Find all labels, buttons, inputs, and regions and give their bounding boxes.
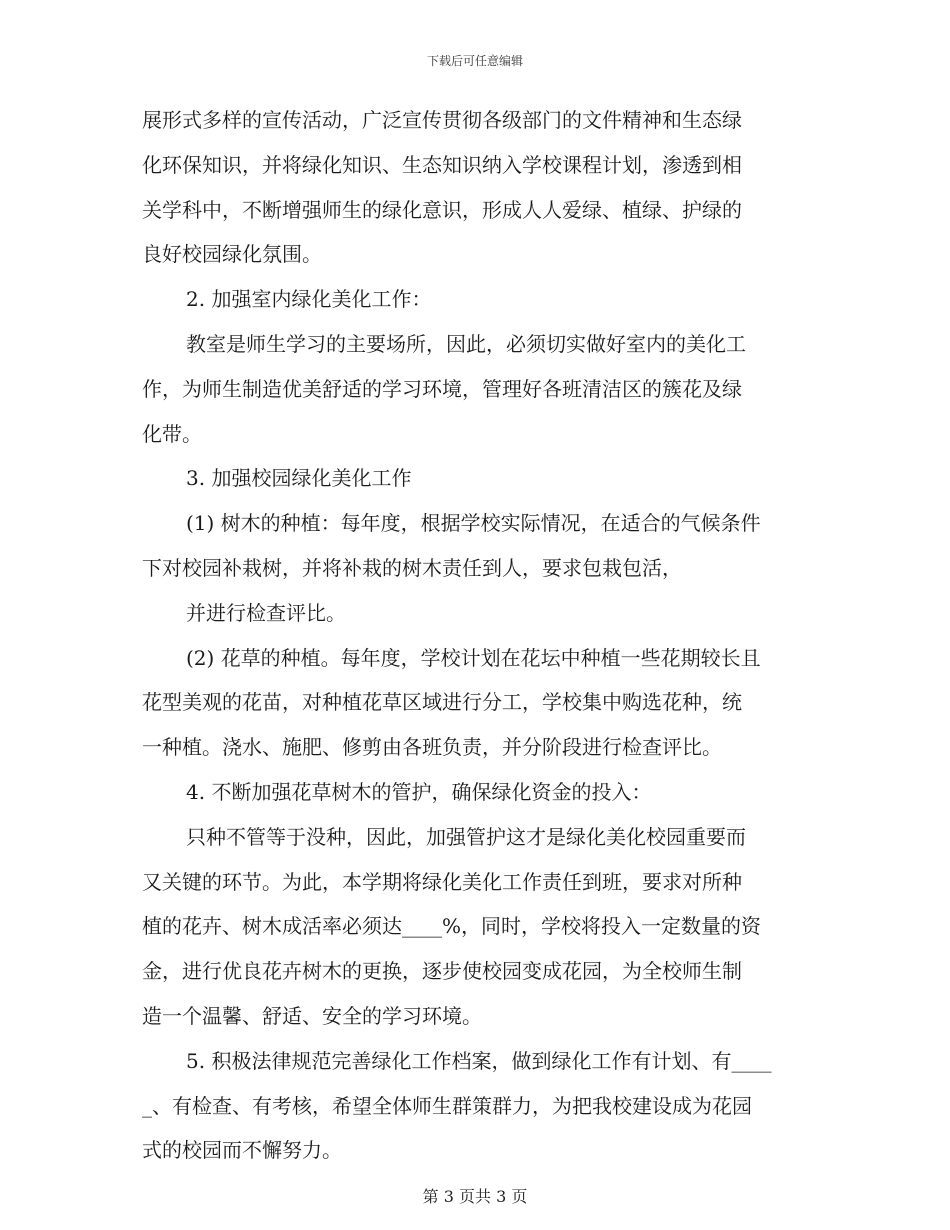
text-line: 植的花卉、树木成活率必须达____%，同时，学校将投入一定数量的资 (142, 914, 762, 939)
text-line: 化带。 (142, 421, 202, 446)
text-line: 化环保知识，并将绿化知识、生态知识纳入学校课程计划，渗透到相 (142, 152, 742, 177)
text-line: 关学科中，不断增强师生的绿化意识，形成人人爱绿、植绿、护绿的 (142, 197, 742, 222)
text-line: 花型美观的花苗，对种植花草区域进行分工，学校集中购选花种，统 (142, 690, 742, 715)
text-line: 只种不管等于没种，因此，加强管护这才是绿化美化校园重要而 (186, 824, 746, 849)
text-line: 并进行检查评比。 (186, 600, 346, 625)
text-line: (2) 花草的种植。每年度，学校计划在花坛中种植一些花期较长且 (186, 645, 761, 670)
text-line: 展形式多样的宣传活动，广泛宣传贯彻各级部门的文件精神和生态绿 (142, 108, 742, 132)
text-line: 又关键的环节。为此，本学期将绿化美化工作责任到班，要求对所种 (142, 869, 742, 894)
text-line: 下对校园补栽树，并将补栽的树木责任到人，要求包栽包活， (142, 555, 682, 580)
text-line: 金，进行优良花卉树木的更换，逐步使校园变成花园，为全校师生制 (142, 959, 742, 984)
text-line: 一种植。浇水、施肥、修剪由各班负责，并分阶段进行检查评比。 (142, 735, 722, 760)
text-line: 教室是师生学习的主要场所，因此，必须切实做好室内的美化工 (186, 331, 746, 356)
text-line: _、有检查、有考核，希望全体师生群策群力，为把我校建设成为花园 (142, 1093, 752, 1118)
text-line: 5. 积极法律规范完善绿化工作档案，做到绿化工作有计划、有____ (186, 1048, 772, 1073)
text-line: 2. 加强室内绿化美化工作： (186, 287, 432, 312)
page-header: 下载后可任意编辑 (426, 54, 523, 68)
text-line: 4. 不断加强花草树木的管护，确保绿化资金的投入： (186, 779, 652, 804)
text-line: 良好校园绿化氛围。 (142, 242, 322, 267)
text-line: 3. 加强校园绿化美化工作 (186, 466, 412, 491)
text-line: (1) 树木的种植：每年度，根据学校实际情况，在适合的气候条件 (186, 511, 761, 536)
document-body (142, 98, 807, 1173)
text-line: 式的校园而不懈努力。 (142, 1138, 342, 1163)
page-footer: 第 3 页共 3 页 (422, 1187, 528, 1206)
text-line: 造一个温馨、舒适、安全的学习环境。 (142, 1003, 482, 1028)
text-line: 作，为师生制造优美舒适的学习环境，管理好各班清洁区的簇花及绿 (142, 376, 742, 401)
